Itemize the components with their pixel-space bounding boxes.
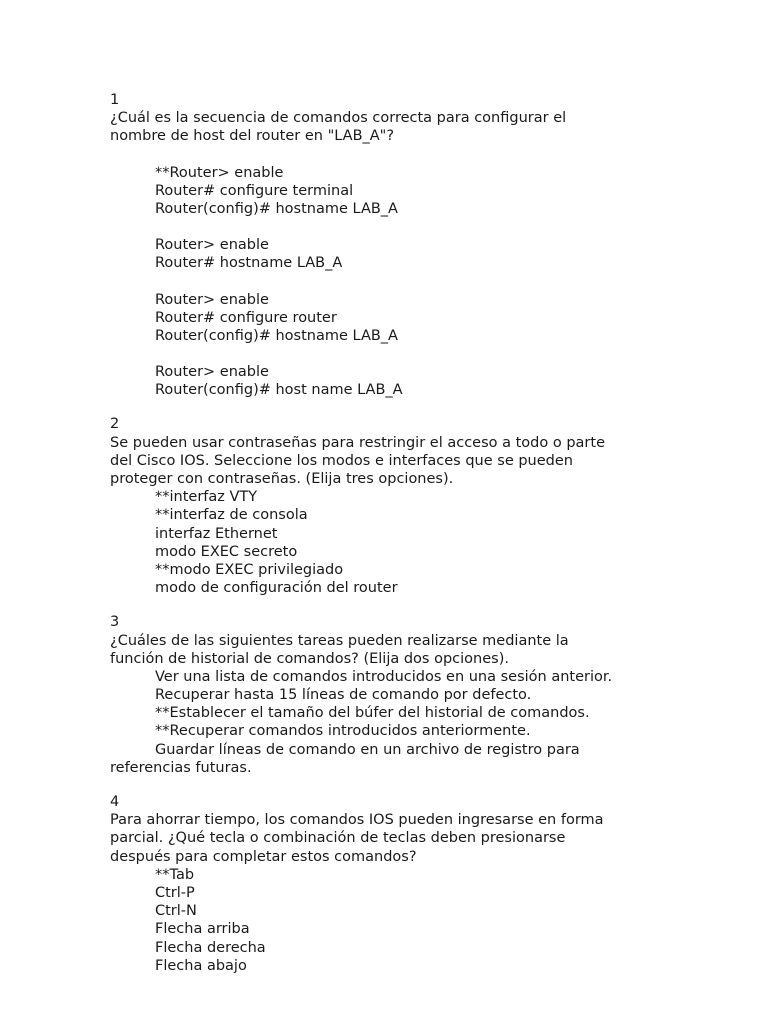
question-text-line: ¿Cuáles de las siguientes tareas pueden realizarse mediante la	[110, 632, 569, 649]
command-line: Router# configure terminal	[155, 182, 354, 199]
answer-option: Ctrl-P	[155, 884, 195, 901]
answer-option: Guardar líneas de comando en un archivo de registro para	[155, 741, 580, 758]
command-line: Router(config)# hostname LAB_A	[155, 327, 398, 344]
answer-option: Recuperar hasta 15 líneas de comando por defecto.	[155, 687, 532, 704]
answer-option: Flecha derecha	[155, 939, 266, 956]
answer-option: Flecha abajo	[155, 957, 247, 974]
document-body	[110, 91, 750, 975]
question-text-line: Para ahorrar tiempo, los comandos IOS pueden ingresarse en forma	[110, 812, 604, 829]
question-4	[110, 793, 750, 975]
question-text-line: ¿Cuál es la secuencia de comandos correcta para configurar el	[110, 110, 567, 127]
question-number: 3	[110, 614, 120, 631]
answer-option-c	[110, 291, 750, 346]
answer-option: Flecha arriba	[155, 921, 250, 938]
command-line: Router> enable	[155, 291, 269, 308]
question-text-line: Se pueden usar contraseñas para restringir el acceso a todo o parte	[110, 434, 606, 451]
answer-option: Ver una lista de comandos introducidos en una sesión anterior.	[155, 668, 613, 685]
answer-option: **interfaz VTY	[155, 489, 258, 506]
question-text-line: nombre de host del router en "LAB_A"?	[110, 128, 395, 145]
answer-option: Ctrl-N	[155, 903, 197, 920]
question-number: 1	[110, 92, 120, 108]
answer-option: **Establecer el tamaño del búfer del historial de comandos.	[155, 705, 590, 722]
question-2	[110, 415, 750, 597]
command-line: Router(config)# host name LAB_A	[155, 382, 403, 399]
answer-option: **interfaz de consola	[155, 507, 308, 524]
question-text-line: después para completar estos comandos?	[110, 848, 417, 865]
question-text-line: parcial. ¿Qué tecla o combinación de teclas deben presionarse	[110, 830, 566, 847]
question-1	[110, 91, 750, 399]
answer-option-a	[110, 164, 750, 219]
question-number: 2	[110, 416, 120, 433]
answer-option-continuation: referencias futuras.	[110, 759, 252, 776]
answer-option: modo de configuración del router	[155, 580, 398, 597]
answer-option-d	[110, 363, 750, 399]
question-text-line: función de historial de comandos? (Elija dos opciones).	[110, 650, 509, 667]
question-text-line: proteger con contraseñas. (Elija tres opciones).	[110, 471, 454, 487]
answer-option-b	[110, 236, 750, 272]
answer-option: **Tab	[155, 866, 195, 883]
answer-option: interfaz Ethernet	[155, 525, 278, 542]
question-text-line: del Cisco IOS. Seleccione los modos e interfaces que se pueden	[110, 452, 573, 469]
command-line: Router> enable	[155, 364, 269, 381]
command-line: Router# hostname LAB_A	[155, 255, 343, 272]
command-line: **Router> enable	[155, 164, 284, 181]
command-line: Router# configure router	[155, 309, 337, 326]
command-line: Router(config)# hostname LAB_A	[155, 200, 398, 217]
answer-option: modo EXEC secreto	[155, 543, 298, 560]
question-3	[110, 613, 750, 777]
answer-option: **Recuperar comandos introducidos anteriormente.	[155, 723, 531, 740]
answer-option: **modo EXEC privilegiado	[155, 561, 344, 578]
command-line: Router> enable	[155, 237, 269, 254]
question-number: 4	[110, 794, 120, 810]
